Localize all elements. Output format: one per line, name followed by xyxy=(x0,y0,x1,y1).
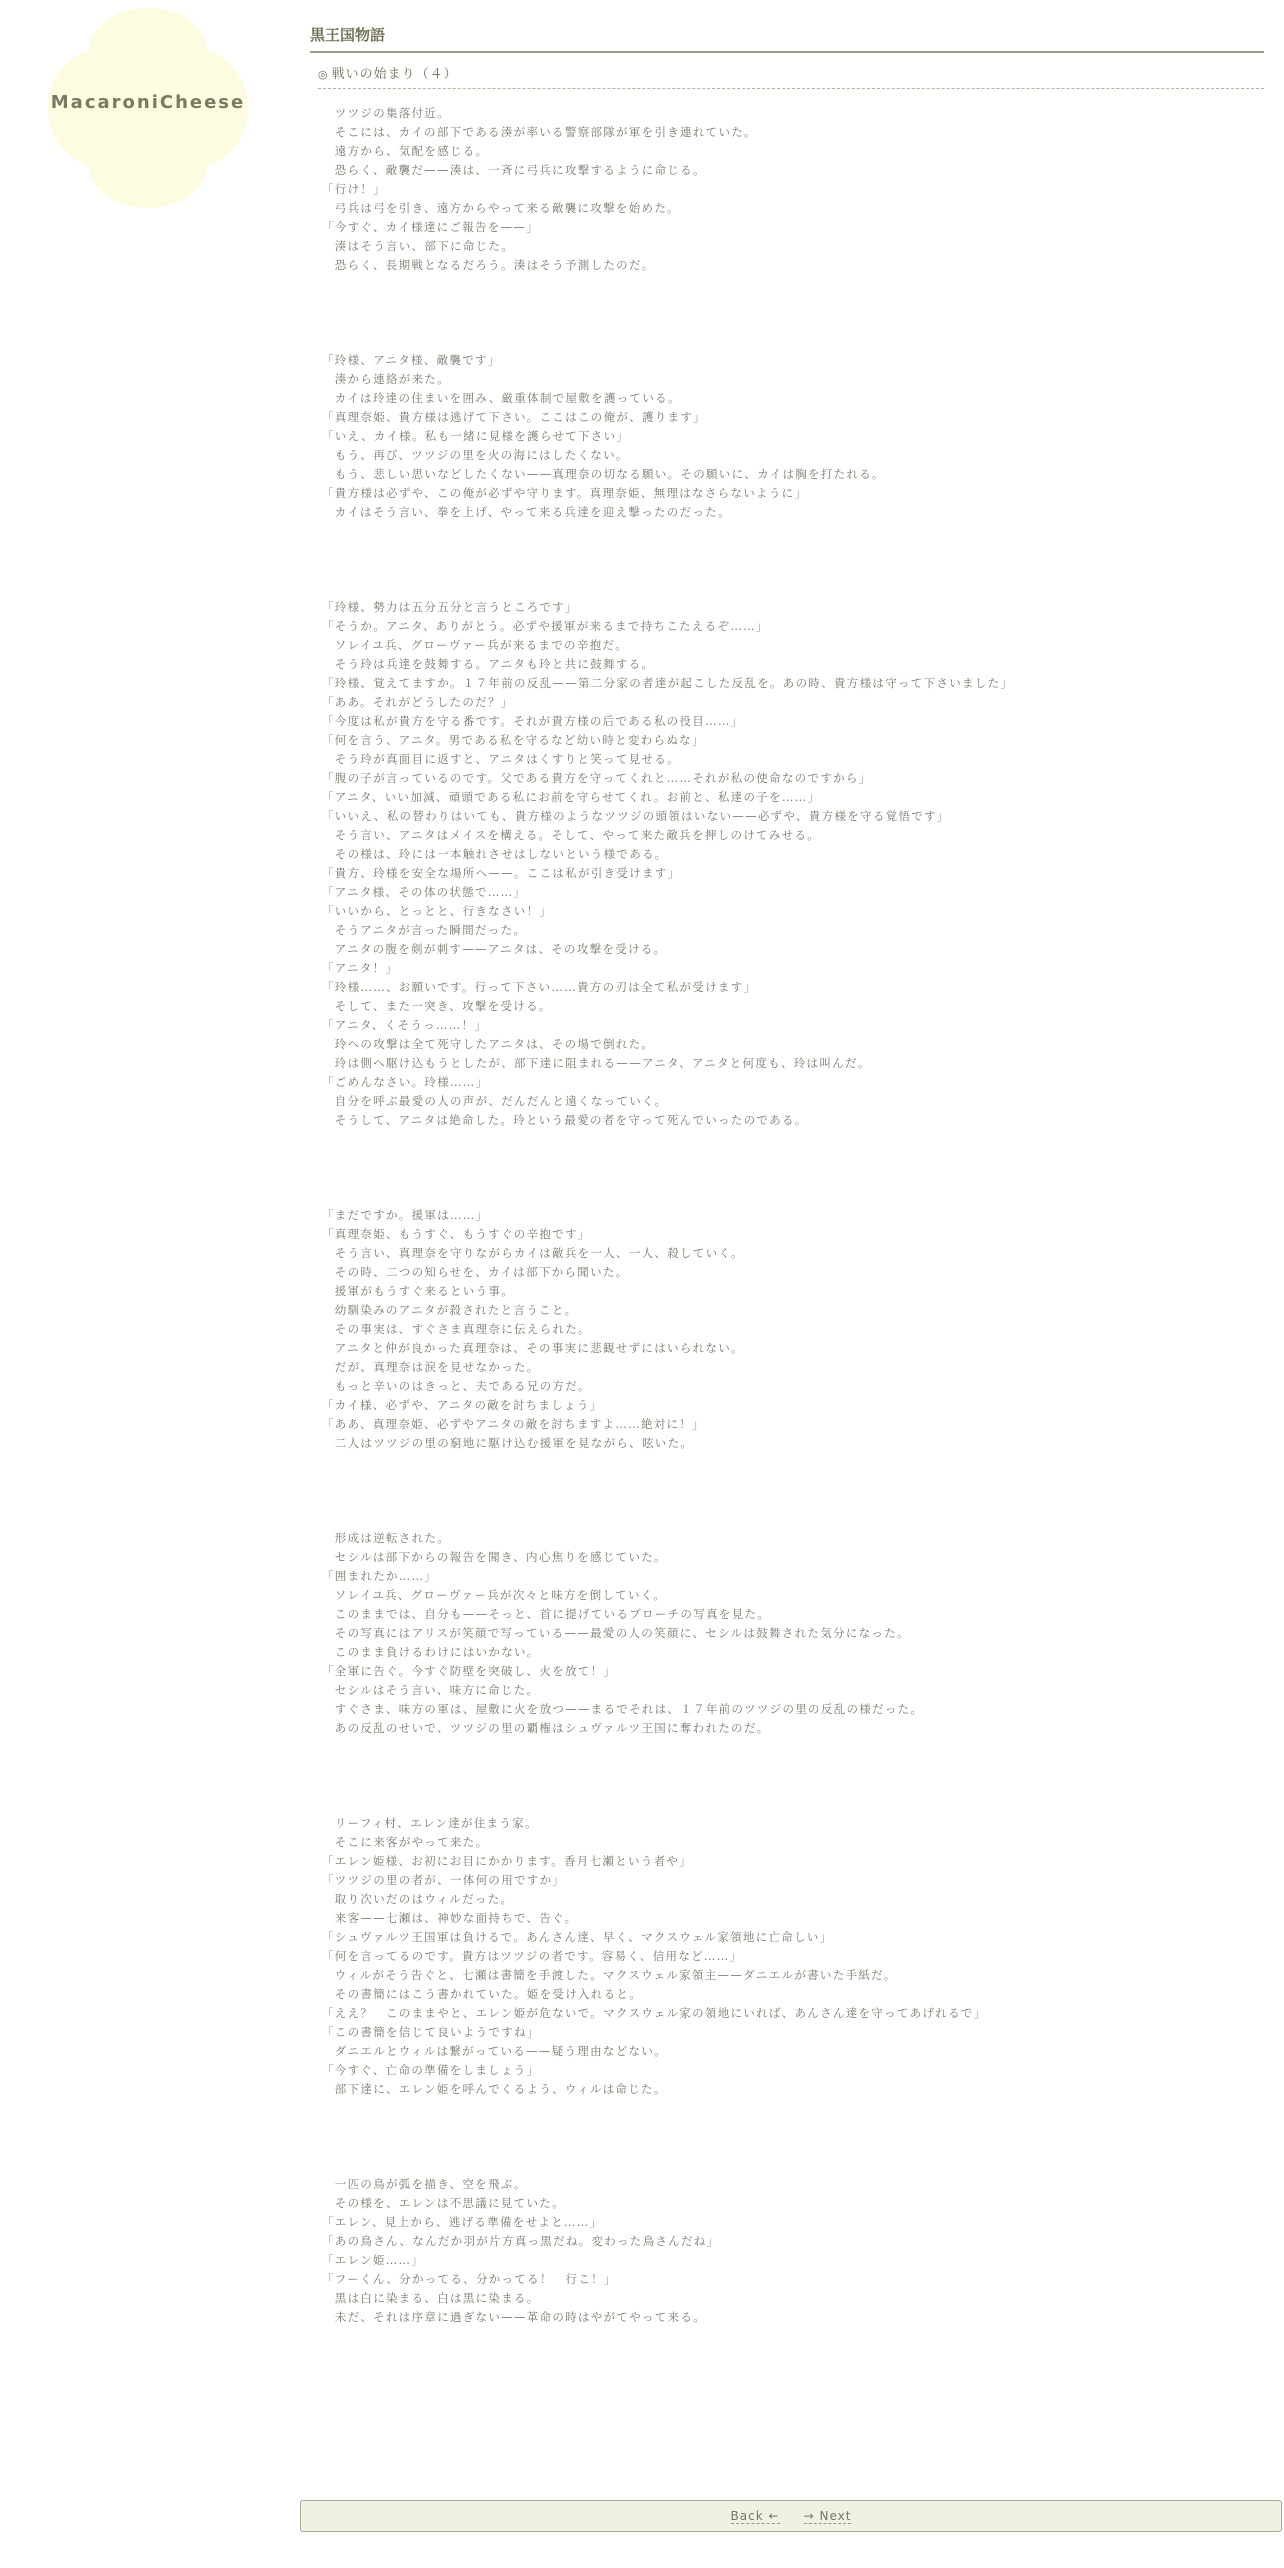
story-line: ダニエルとウィルは繋がっている——疑う理由などない。 xyxy=(322,2044,667,2058)
story-line: リーフィ村、エレン達が住まう家。 xyxy=(322,1816,538,1830)
story-line: 「囲まれたか……」 xyxy=(322,1569,438,1583)
story-line: もう、悲しい思いなどしたくない——真理奈の切なる願い。その願いに、カイは胸を打たれる。 xyxy=(322,467,885,481)
back-link[interactable]: Back ← xyxy=(730,2509,780,2523)
story-line: 「いいから、とっとと、行きなさい！」 xyxy=(322,904,553,918)
story-line: すぐさま、味方の軍は、屋敷に火を放つ——まるでそれは、１７年前のツツジの里の反乱の様だった。 xyxy=(322,1702,924,1716)
paragraph-gap xyxy=(322,2099,1262,2175)
story-line: カイはそう言い、拳を上げ、やって来る兵達を迎え撃ったのだった。 xyxy=(322,505,731,519)
logo-text: MacaroniCheese xyxy=(50,92,246,113)
story-line: カイは玲達の住まいを囲み、厳重体制で屋敷を護っている。 xyxy=(322,391,681,405)
story-line: 形成は逆転された。 xyxy=(322,1531,450,1545)
bullet-icon: ◎ xyxy=(318,68,329,81)
story-line: もっと辛いのはきっと、夫である兄の方だ。 xyxy=(322,1379,591,1393)
site-title: 黒王国物語 xyxy=(310,24,1264,53)
story-line: 「アニタ、いい加減、頑頭である私にお前を守らせてくれ。お前と、私達の子を……」 xyxy=(322,790,821,804)
chapter-heading xyxy=(318,63,1264,89)
story-line: 「貴方様は必ずや、この俺が必ずや守ります。真理奈姫、無理はなさらないように」 xyxy=(322,486,808,500)
story-line: 「玲様、アニタ様、敵襲です」 xyxy=(322,353,501,367)
story-line: 「全軍に告ぐ。今すぐ防壁を突破し、火を放て！」 xyxy=(322,1664,617,1678)
story-line: 黒は白に染まる、白は黒に染まる。 xyxy=(322,2291,540,2305)
story-line: もう、再び、ツツジの里を火の海にはしたくない。 xyxy=(322,448,629,462)
story-line: 「いいえ、私の替わりはいても、貴方様のようなツツジの頭領はいない——必ずや、貴方様を守る覚悟です」 xyxy=(322,809,950,823)
story-line: その様は、玲には一本触れさせはしないという様である。 xyxy=(322,847,668,861)
story-line: セシルは部下からの報告を聞き、内心焦りを感じていた。 xyxy=(322,1550,667,1564)
story-line: 「玲様、勢力は五分五分と言うところです」 xyxy=(322,600,578,614)
story-line: ウィルがそう告ぐと、七瀬は書簡を手渡した。マクスウェル家領主——ダニエルが書いた手紙だ。 xyxy=(322,1968,897,1982)
story-line: 一匹の鳥が弧を描き、空を飛ぶ。 xyxy=(322,2177,527,2191)
story-line: 湊から連絡が来た。 xyxy=(322,372,450,386)
story-line: ツツジの集落付近。 xyxy=(322,106,450,120)
paragraph-gap xyxy=(322,1738,1262,1814)
story-line: 「何を言ってるのです。貴方はツツジの者です。容易く、信用など……」 xyxy=(322,1949,743,1963)
story-line: 「そうか。アニタ、ありがとう。必ずや援軍が来るまで持ちこたえるぞ……」 xyxy=(322,619,769,633)
story-line: だが、真理奈は涙を見せなかった。 xyxy=(322,1360,540,1374)
story-line: 「ごめんなさい。玲様……」 xyxy=(322,1075,489,1089)
story-body xyxy=(322,104,1262,2327)
story-paragraph xyxy=(322,2175,1262,2327)
story-line: その時、二つの知らせを、カイは部下から聞いた。 xyxy=(322,1265,629,1279)
story-line: 「真理奈姫、貴方様は逃げて下さい。ここはこの俺が、護ります」 xyxy=(322,410,706,424)
paragraph-gap xyxy=(322,1453,1262,1529)
story-line: 「腹の子が言っているのです。父である貴方を守ってくれと……それが私の使命なのですから」 xyxy=(322,771,872,785)
story-line: あの反乱のせいで、ツツジの里の覇権はシュヴァルツ王国に奪われたのだ。 xyxy=(322,1721,770,1735)
story-line: アニタの腹を剣が刺す——アニタは、その攻撃を受ける。 xyxy=(322,942,667,956)
story-line: そう玲は兵達を鼓舞する。アニタも玲と共に鼓舞する。 xyxy=(322,657,655,671)
story-line: 弓兵は弓を引き、遠方からやって来る敵襲に攻撃を始めた。 xyxy=(322,201,680,215)
story-line: このまま負けるわけにはいかない。 xyxy=(322,1645,540,1659)
story-line: そうアニタが言った瞬間だった。 xyxy=(322,923,527,937)
story-line: その写真にはアリスが笑顔で写っている——最愛の人の笑顔に、セシルは鼓舞された気分になった。 xyxy=(322,1626,910,1640)
story-line: ソレイユ兵、グローヴァー兵が来るまでの辛抱だ。 xyxy=(322,638,629,652)
story-paragraph xyxy=(322,104,1262,275)
story-line: 「エレン姫……」 xyxy=(322,2253,425,2267)
story-line: 「何を言う、アニタ。男である私を守るなど幼い時と変わらぬな」 xyxy=(322,733,705,747)
story-line: 「この書簡を信じて良いようですね」 xyxy=(322,2025,540,2039)
story-line: 「カイ様、必ずや、アニタの敵を討ちましょう」 xyxy=(322,1398,603,1412)
story-line: 「アニタ！」 xyxy=(322,961,399,975)
story-line: 「玲様、覚えてますか。１７年前の反乱——第二分家の者達が起こした反乱を。あの時、貴方様は守って下さいました」 xyxy=(322,676,1014,690)
story-line: 「真理奈姫、もうすぐ、もうすぐの辛抱です」 xyxy=(322,1227,591,1241)
story-line: 援軍がもうすぐ来るという事。 xyxy=(322,1284,514,1298)
story-line: 玲は側へ駆け込もうとしたが、部下達に阻まれる——アニタ、アニタと何度も、玲は叫んだ。 xyxy=(322,1056,871,1070)
story-line: 「行け！」 xyxy=(322,182,386,196)
story-line: 「今すぐ、亡命の準備をしましょう」 xyxy=(322,2063,540,2077)
story-line: 「エレン、見上から、逃げる準備をせよと……」 xyxy=(322,2215,603,2229)
story-line: そう玲が真面目に返すと、アニタはくすりと笑って見せる。 xyxy=(322,752,680,766)
story-line: 自分を呼ぶ最愛の人の声が、だんだんと遠くなっていく。 xyxy=(322,1094,668,1108)
story-line: 「貴方、玲様を安全な場所へ——。ここは私が引き受けます」 xyxy=(322,866,681,880)
story-line: 未だ、それは序章に過ぎない——革命の時はやがてやって来る。 xyxy=(322,2310,706,2324)
story-line: 「ツツジの里の者が、一体何の用ですか」 xyxy=(322,1873,566,1887)
story-line: 部下達に、エレン姫を呼んでくるよう、ウィルは命じた。 xyxy=(322,2082,667,2096)
paragraph-gap xyxy=(322,1130,1262,1206)
story-line: 「シュヴァルツ王国軍は負けるで。あんさん達、早く、マクスウェル家領地に亡命しい」 xyxy=(322,1930,833,1944)
story-line: 湊はそう言い、部下に命じた。 xyxy=(322,239,514,253)
story-line: そして、また一突き、攻撃を受ける。 xyxy=(322,999,552,1013)
story-line: セシルはそう言い、味方に命じた。 xyxy=(322,1683,540,1697)
story-line: そう言い、アニタはメイスを構える。そして、やって来た敵兵を押しのけてみせる。 xyxy=(322,828,821,842)
story-line: 「まだですか。援軍は……」 xyxy=(322,1208,489,1222)
story-line: 恐らく、長期戦となるだろう。湊はそう予測したのだ。 xyxy=(322,258,655,272)
chapter-title: 戦いの始まり（４） xyxy=(331,67,458,82)
story-line: 「エレン姫様、お初にお目にかかります。香月七瀬という者や」 xyxy=(322,1854,692,1868)
site-logo[interactable] xyxy=(48,8,248,208)
story-line: 「ああ、真理奈姫、必ずやアニタの敵を討ちますよ……絶対に！」 xyxy=(322,1417,705,1431)
story-line: アニタと仲が良かった真理奈は、その事実に悲観せずにはいられない。 xyxy=(322,1341,744,1355)
story-line: そう言い、真理奈を守りながらカイは敵兵を一人、一人、殺していく。 xyxy=(322,1246,744,1260)
story-line: このままでは、自分も——そっと、首に提げているブローチの写真を見た。 xyxy=(322,1607,770,1621)
story-line: 玲への攻撃は全て死守したアニタは、その場で倒れた。 xyxy=(322,1037,655,1051)
story-line: ソレイユ兵、グローヴァー兵が次々と味方を倒していく。 xyxy=(322,1588,667,1602)
story-line: 「玲様……、お願いです。行って下さい……貴方の刃は全て私が受けます」 xyxy=(322,980,757,994)
story-paragraph xyxy=(322,1814,1262,2099)
page-navigation xyxy=(300,2500,1282,2532)
story-line: 来客——七瀬は、神妙な面持ちで、告ぐ。 xyxy=(322,1911,578,1925)
story-line: 「今度は私が貴方を守る番です。それが貴方様の后である私の役目……」 xyxy=(322,714,744,728)
story-line: 二人はツツジの里の窮地に駆け込む援軍を見ながら、呟いた。 xyxy=(322,1436,694,1450)
story-line: 「今すぐ、カイ様達にご報告を——」 xyxy=(322,220,540,234)
story-line: 「ああ。それがどうしたのだ？」 xyxy=(322,695,514,709)
story-line: 「アニタ、くそうっ……！」 xyxy=(322,1018,488,1032)
story-line: 「いえ、カイ様。私も一緒に見様を護らせて下さい」 xyxy=(322,429,630,443)
paragraph-gap xyxy=(322,522,1262,598)
paragraph-gap xyxy=(322,275,1262,351)
story-line: 遠方から、気配を感じる。 xyxy=(322,144,489,158)
story-line: 「あの鳥さん、なんだか羽が片方真っ黒だね。変わった鳥さんだね」 xyxy=(322,2234,720,2248)
story-paragraph xyxy=(322,598,1262,1130)
story-line: 「ええ？ このままやと、エレン姫が危ないで。マクスウェル家の領地にいれば、あんさん達を守ってあげれるで」 xyxy=(322,2006,987,2020)
story-line: そこに来客がやって来た。 xyxy=(322,1835,489,1849)
story-paragraph xyxy=(322,351,1262,522)
story-line: 「フーくん、分かってる、分かってる！ 行こ！」 xyxy=(322,2272,617,2286)
story-line: その事実は、すぐさま真理奈に伝えられた。 xyxy=(322,1322,591,1336)
story-line: 恐らく、敵襲だ——湊は、一斉に弓兵に攻撃するように命じる。 xyxy=(322,163,706,177)
story-line: その様を、エレンは不思議に見ていた。 xyxy=(322,2196,565,2210)
page-header xyxy=(310,24,1264,89)
story-line: そうして、アニタは絶命した。玲という最愛の者を守って死んでいったのである。 xyxy=(322,1113,808,1127)
next-link[interactable]: → Next xyxy=(803,2509,852,2523)
story-line: そこには、カイの部下である湊が率いる警察部隊が軍を引き連れていた。 xyxy=(322,125,757,139)
story-line: 「アニタ様、その体の状態で……」 xyxy=(322,885,527,899)
story-paragraph xyxy=(322,1206,1262,1453)
story-paragraph xyxy=(322,1529,1262,1738)
story-line: その書簡にはこう書かれていた。姫を受け入れると。 xyxy=(322,1987,642,2001)
story-line: 幼馴染みのアニタが殺されたと言うこと。 xyxy=(322,1303,578,1317)
story-line: 取り次いだのはウィルだった。 xyxy=(322,1892,514,1906)
